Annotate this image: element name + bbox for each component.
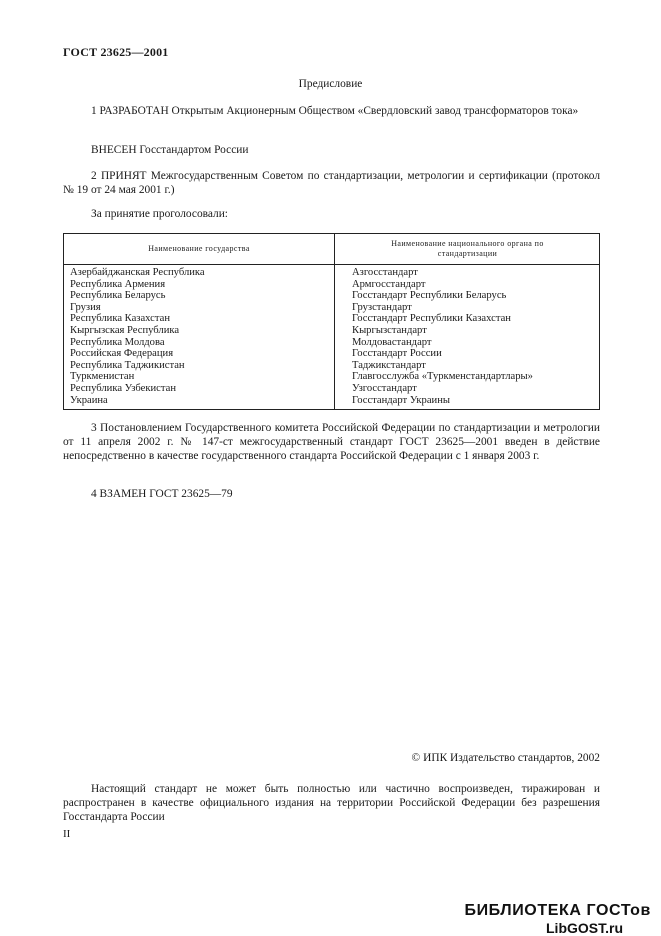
foreword-title: Предисловие	[298, 78, 363, 90]
voted-label: За принятие проголосовали:	[91, 208, 228, 220]
table-cell-standards-body: Госстандарт Республики Казахстан	[352, 313, 511, 325]
table-header-country: Наименование государства	[148, 244, 250, 253]
table-cell-standards-body: Госстандарт Республики Беларусь	[352, 290, 507, 302]
table-cell-standards-body: Таджикстандарт	[352, 359, 426, 371]
foreword-item-1: 1 РАЗРАБОТАН Открытым Акционерным Обществом «Свердловский завод трансформаторов тока»	[91, 105, 579, 117]
copyright-symbol: ©	[411, 752, 421, 764]
table-cell-country: Грузия	[70, 301, 101, 313]
foreword-item-2: 2 ПРИНЯТ Межгосударственным Советом по стандартизации, метрологии и сертификации (протокол № 19 от 24 мая 2001 г.)	[63, 170, 600, 196]
table-cell-standards-body: Узгосстандарт	[352, 382, 417, 394]
table-cell-country: Туркменистан	[70, 371, 135, 383]
table-cell-country: Республика Казахстан	[70, 313, 171, 325]
page-number: II	[63, 828, 71, 840]
table-cell-country: Республика Таджикистан	[70, 359, 185, 371]
copyright-line	[411, 751, 600, 765]
foreword-item-3: 3 Постановлением Государственного комитета Российской Федерации по стандартизации и метрологии от 11 апреля 2002 г. № 147-ст межгосударственный стандарт ГОСТ 23625—2001 введен в действие непосредственно в качестве государственного стандарта Российской Федерации с 1 января 2003 г.	[63, 422, 600, 462]
table-header-standards-body	[334, 234, 601, 264]
table-cell-country: Российская Федерация	[70, 348, 174, 360]
library-site-link[interactable]: LibGOST.ru	[546, 920, 623, 936]
library-watermark	[464, 902, 651, 936]
foreword-item-1-submitted: ВНЕСЕН Госстандартом России	[91, 144, 249, 156]
table-cell-country: Республика Узбекистан	[70, 382, 177, 394]
library-name: БИБЛИОТЕКА ГОСТов	[464, 902, 651, 919]
copyright-text: ИПК Издательство стандартов, 2002	[423, 752, 600, 764]
table-cell-standards-body: Кыргызстандарт	[352, 324, 427, 336]
country-column	[70, 267, 205, 406]
foreword-item-4: 4 ВЗАМЕН ГОСТ 23625—79	[91, 488, 233, 500]
table-cell-standards-body: Главгосслужба «Туркменстандартлары»	[352, 371, 533, 383]
voting-states-table	[63, 233, 600, 410]
table-cell-standards-body: Армгосстандарт	[352, 278, 426, 290]
reproduction-notice: Настоящий стандарт не может быть полностью или частично воспроизведен, тиражирован и распространен в качестве официального издания на территории Российской Федерации без разрешения Госстандарта России	[63, 783, 600, 823]
table-cell-country: Республика Армения	[70, 278, 166, 290]
table-cell-standards-body: Молдовастандарт	[352, 336, 432, 348]
table-cell-country: Азербайджанская Республика	[70, 267, 205, 278]
standards-body-column	[352, 267, 533, 406]
table-cell-country: Украина	[70, 394, 108, 406]
table-cell-standards-body: Госстандарт Украины	[352, 394, 450, 406]
document-code: ГОСТ 23625—2001	[63, 45, 169, 59]
table-header-standards-body-text: Наименование национального органа по стандартизации	[391, 239, 544, 258]
table-cell-country: Республика Молдова	[70, 336, 165, 348]
table-cell-standards-body: Азгосстандарт	[352, 267, 418, 278]
table-cell-country: Республика Беларусь	[70, 290, 166, 302]
table-cell-standards-body: Грузстандарт	[352, 301, 412, 313]
table-cell-country: Кыргызская Республика	[70, 324, 180, 336]
table-cell-standards-body: Госстандарт России	[352, 348, 442, 360]
